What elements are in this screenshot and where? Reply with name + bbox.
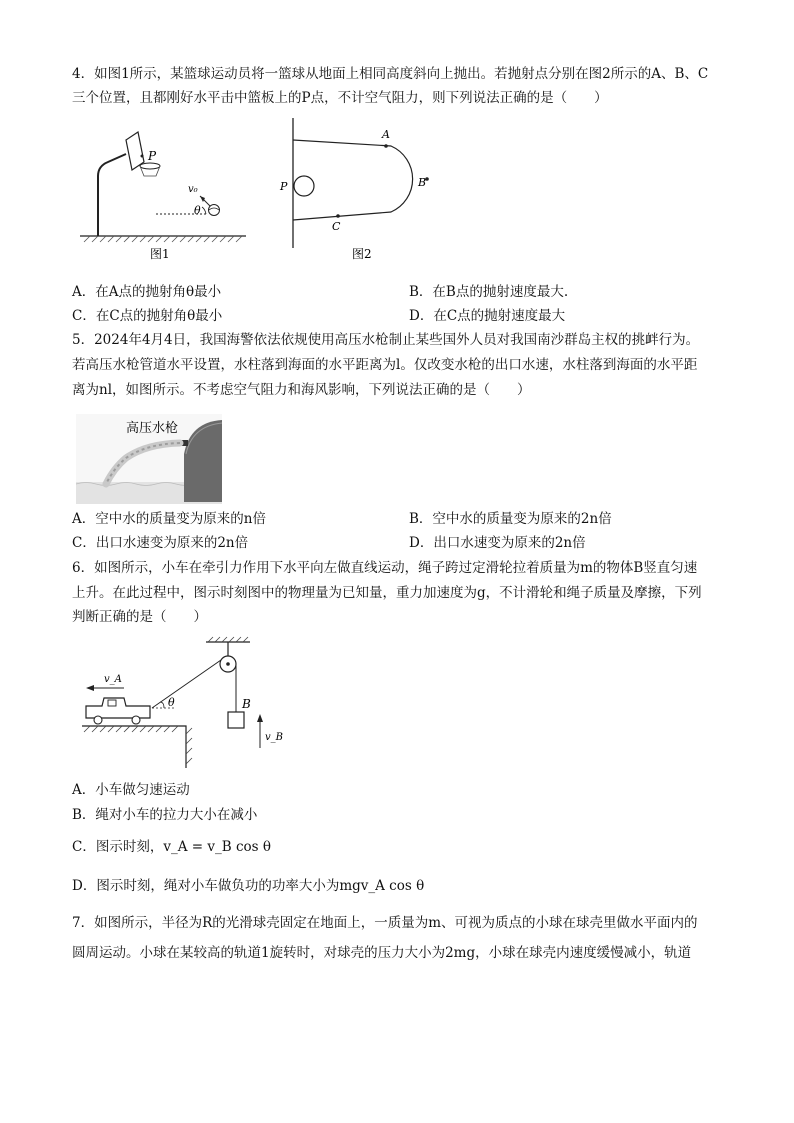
- q6-stem-line3: 判断正确的是（ ）: [72, 609, 207, 625]
- q5-stem-line2: 若高压水枪管道水平设置，水柱落到海面的水平距离为l。仅改变水枪的出口水速，水柱落到海面的水平距: [72, 357, 698, 373]
- q4-option-b[interactable]: B．在B点的抛射速度最大.: [409, 284, 569, 300]
- q6-fig-label-vb: v_B: [265, 732, 283, 743]
- q5-option-c[interactable]: C．出口水速变为原来的2n倍: [72, 535, 249, 551]
- q4-stem-line1: 4．如图1所示，某篮球运动员将一篮球从地面上相同高度斜向上抛出。若抛射点分别在图2所示的A、B、C: [72, 66, 709, 82]
- q4-fig2-label-c: C: [332, 220, 341, 233]
- q7-stem-line1: 7．如图所示，半径为R的光滑球壳固定在地面上，一质量为m、可视为质点的小球在球壳里做水平面内的: [72, 915, 698, 931]
- q6-option-d[interactable]: D．图示时刻，绳对小车做负功的功率大小为mgv_A cos θ: [72, 878, 425, 894]
- q6-fig-label-va: v_A: [104, 674, 122, 685]
- q5-stem-line3: 离为nl，如图所示。不考虑空气阻力和海风影响，下列说法正确的是（ ）: [72, 382, 531, 398]
- q4-figure-1: [78, 118, 248, 264]
- q6-option-a[interactable]: A．小车做匀速运动: [72, 782, 190, 798]
- q5-option-a[interactable]: A．空中水的质量变为原来的n倍: [72, 511, 266, 527]
- q6-fig-label-theta: θ: [168, 696, 175, 709]
- q4-fig1-label-theta: θ: [194, 204, 201, 217]
- q4-fig2-caption: 图2: [352, 247, 372, 261]
- q7-stem-line2: 圆周运动。小球在某较高的轨道1旋转时，对球壳的压力大小为2mg，小球在球壳内速度缓慢减小，轨道: [72, 945, 692, 961]
- q6-stem-line2: 上升。在此过程中，图示时刻图中的物理量为已知量，重力加速度为g，不计滑轮和绳子质量及摩擦，下列: [72, 585, 702, 601]
- q4-fig1-label-p: P: [148, 149, 157, 163]
- q6-option-b[interactable]: B．绳对小车的拉力大小在减小: [72, 807, 258, 823]
- q5-option-b[interactable]: B．空中水的质量变为原来的2n倍: [409, 511, 612, 527]
- q4-fig2-label-b: B: [418, 176, 427, 189]
- q4-fig1-label-v0: v₀: [188, 184, 198, 195]
- q5-fig-label: 高压水枪: [126, 421, 179, 436]
- q5-option-d[interactable]: D．出口水速变为原来的2n倍: [409, 535, 586, 551]
- q6-option-c[interactable]: C．图示时刻，v_A = v_B cos θ: [72, 839, 271, 855]
- q4-figure-2: [276, 116, 446, 266]
- q4-option-c[interactable]: C．在C点的抛射角θ最小: [72, 308, 223, 324]
- q4-fig2-label-a: A: [382, 128, 390, 141]
- q4-fig2-label-p: P: [280, 180, 288, 193]
- q6-figure: [80, 636, 283, 770]
- q6-fig-label-b: B: [242, 697, 251, 711]
- q4-fig1-caption: 图1: [150, 247, 170, 261]
- q4-stem-line2: 三个位置，且都刚好水平击中篮板上的P点，不计空气阻力，则下列说法正确的是（ ）: [72, 90, 608, 106]
- q6-stem-line1: 6．如图所示，小车在牵引力作用下水平向左做直线运动，绳子跨过定滑轮拉着质量为m的物体B竖直匀速: [72, 560, 698, 576]
- q5-figure: [76, 414, 222, 504]
- q4-option-a[interactable]: A．在A点的抛射角θ最小: [72, 284, 222, 300]
- q4-option-d[interactable]: D．在C点的抛射速度最大: [409, 308, 566, 324]
- q5-stem-line1: 5．2024年4月4日，我国海警依法依规使用高压水枪制止某些国外人员对我国南沙群岛主权的挑衅行为。: [72, 332, 700, 348]
